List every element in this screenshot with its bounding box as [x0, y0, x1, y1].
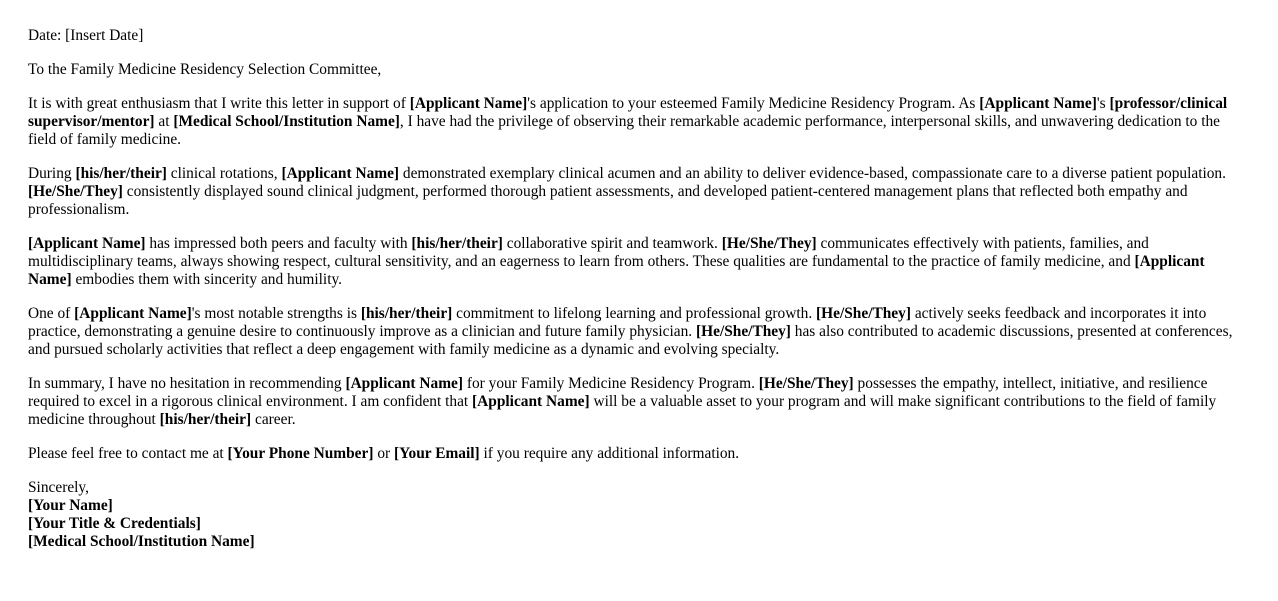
paragraph-text: It is with great enthusiasm that I write this letter in support of — [28, 95, 410, 112]
placeholder-field: [He/She/They] — [696, 323, 791, 340]
body-paragraph — [28, 305, 1238, 359]
placeholder-field: [his/her/their] — [360, 305, 453, 322]
placeholder-field: [Applicant Name] — [979, 95, 1097, 112]
letter-salutation: To the Family Medicine Residency Selection Committee, — [28, 61, 382, 78]
signature-institution: [Medical School/Institution Name] — [28, 533, 255, 550]
placeholder-field: [Applicant Name] — [74, 305, 192, 322]
paragraph-text: 's most notable strengths is — [191, 305, 361, 322]
signature-title: [Your Title & Credentials] — [28, 515, 201, 532]
body-paragraph — [28, 375, 1238, 429]
letter-date: Date: [Insert Date] — [28, 27, 144, 44]
placeholder-field: [his/her/their] — [75, 165, 167, 182]
paragraph-text: 's application to your esteemed Family Medicine Residency Program. As — [527, 95, 980, 112]
paragraph-text: collaborative spirit and teamwork. — [502, 235, 722, 252]
paragraph-text: embodies them with sincerity and humility. — [71, 271, 343, 288]
letter-closing: Sincerely, — [28, 479, 89, 496]
placeholder-field: [Applicant Name] — [409, 95, 528, 112]
placeholder-field: [professor/clinical supervisor/mentor] — [28, 95, 1228, 130]
placeholder-field: [He/She/They] — [721, 235, 817, 252]
body-paragraph — [28, 235, 1238, 289]
paragraph-text: commitment to lifelong learning and professional growth. — [452, 305, 817, 322]
placeholder-field: [Your Phone Number] — [227, 445, 374, 462]
placeholder-field: [Applicant Name] — [28, 235, 146, 252]
placeholder-field: [Applicant Name] — [472, 393, 590, 410]
paragraph-text: at — [154, 113, 174, 130]
paragraph-text: communicates effectively with patients, families, and multidisciplinary teams, always showing respect, cultural sensitivity, and an eagerness to learn from others. These qualities are fundamental to the practice of family medicine, and — [28, 235, 1149, 270]
paragraph-text: actively seeks feedback and incorporates it into practice, demonstrating a genuine desire to continuously improve as a clinician and future family physician. — [28, 305, 1207, 340]
body-paragraph — [28, 95, 1238, 149]
paragraph-text: In summary, I have no hesitation in recommending — [28, 375, 346, 392]
placeholder-field: [Applicant Name] — [281, 165, 400, 182]
signature-name: [Your Name] — [28, 497, 113, 514]
paragraph-text: if you require any additional information. — [479, 445, 740, 462]
letter-signature-block — [28, 479, 1238, 551]
placeholder-field: [He/She/They] — [758, 375, 854, 392]
paragraph-text: 's — [1096, 95, 1110, 112]
paragraph-text: Please feel free to contact me at — [28, 445, 228, 462]
placeholder-field: [Your Email] — [394, 445, 480, 462]
body-paragraph — [28, 165, 1238, 219]
paragraph-text: demonstrated exemplary clinical acumen and an ability to deliver evidence-based, compassionate care to a diverse patient population. — [399, 165, 1226, 182]
placeholder-field: [Applicant Name] — [345, 375, 463, 392]
placeholder-field: [Applicant Name] — [28, 253, 1205, 288]
paragraph-text: career. — [251, 411, 296, 428]
paragraph-text: One of — [28, 305, 75, 322]
placeholder-field: [his/her/their] — [159, 411, 252, 428]
paragraph-text: for your Family Medicine Residency Program. — [463, 375, 759, 392]
placeholder-field: [He/She/They] — [816, 305, 911, 322]
paragraph-text: , I have had the privilege of observing their remarkable academic performance, interpersonal skills, and unwavering dedication to the field of family medicine. — [28, 113, 1221, 148]
paragraph-text: has impressed both peers and faculty with — [145, 235, 412, 252]
paragraph-text: or — [373, 445, 395, 462]
placeholder-field: [Medical School/Institution Name] — [173, 113, 400, 130]
body-paragraph — [28, 445, 1238, 463]
paragraph-text: possesses the empathy, intellect, initiative, and resilience required to excel in a rigorous clinical environment. I am confident that — [28, 375, 1208, 410]
placeholder-field: [He/She/They] — [28, 183, 123, 200]
placeholder-field: [his/her/their] — [411, 235, 503, 252]
paragraph-text: has also contributed to academic discussions, presented at conferences, and pursued scholarly activities that reflect a deep engagement with family medicine as a dynamic and evolving specialty. — [28, 323, 1233, 358]
paragraph-text: will be a valuable asset to your program and will make significant contributions to the field of family medicine throughout — [28, 393, 1217, 428]
paragraph-text: consistently displayed sound clinical judgment, performed thorough patient assessments, and developed patient-centered management plans that reflected both empathy and professionalism. — [28, 183, 1188, 218]
paragraph-text: During — [28, 165, 76, 182]
paragraph-text: clinical rotations, — [166, 165, 282, 182]
